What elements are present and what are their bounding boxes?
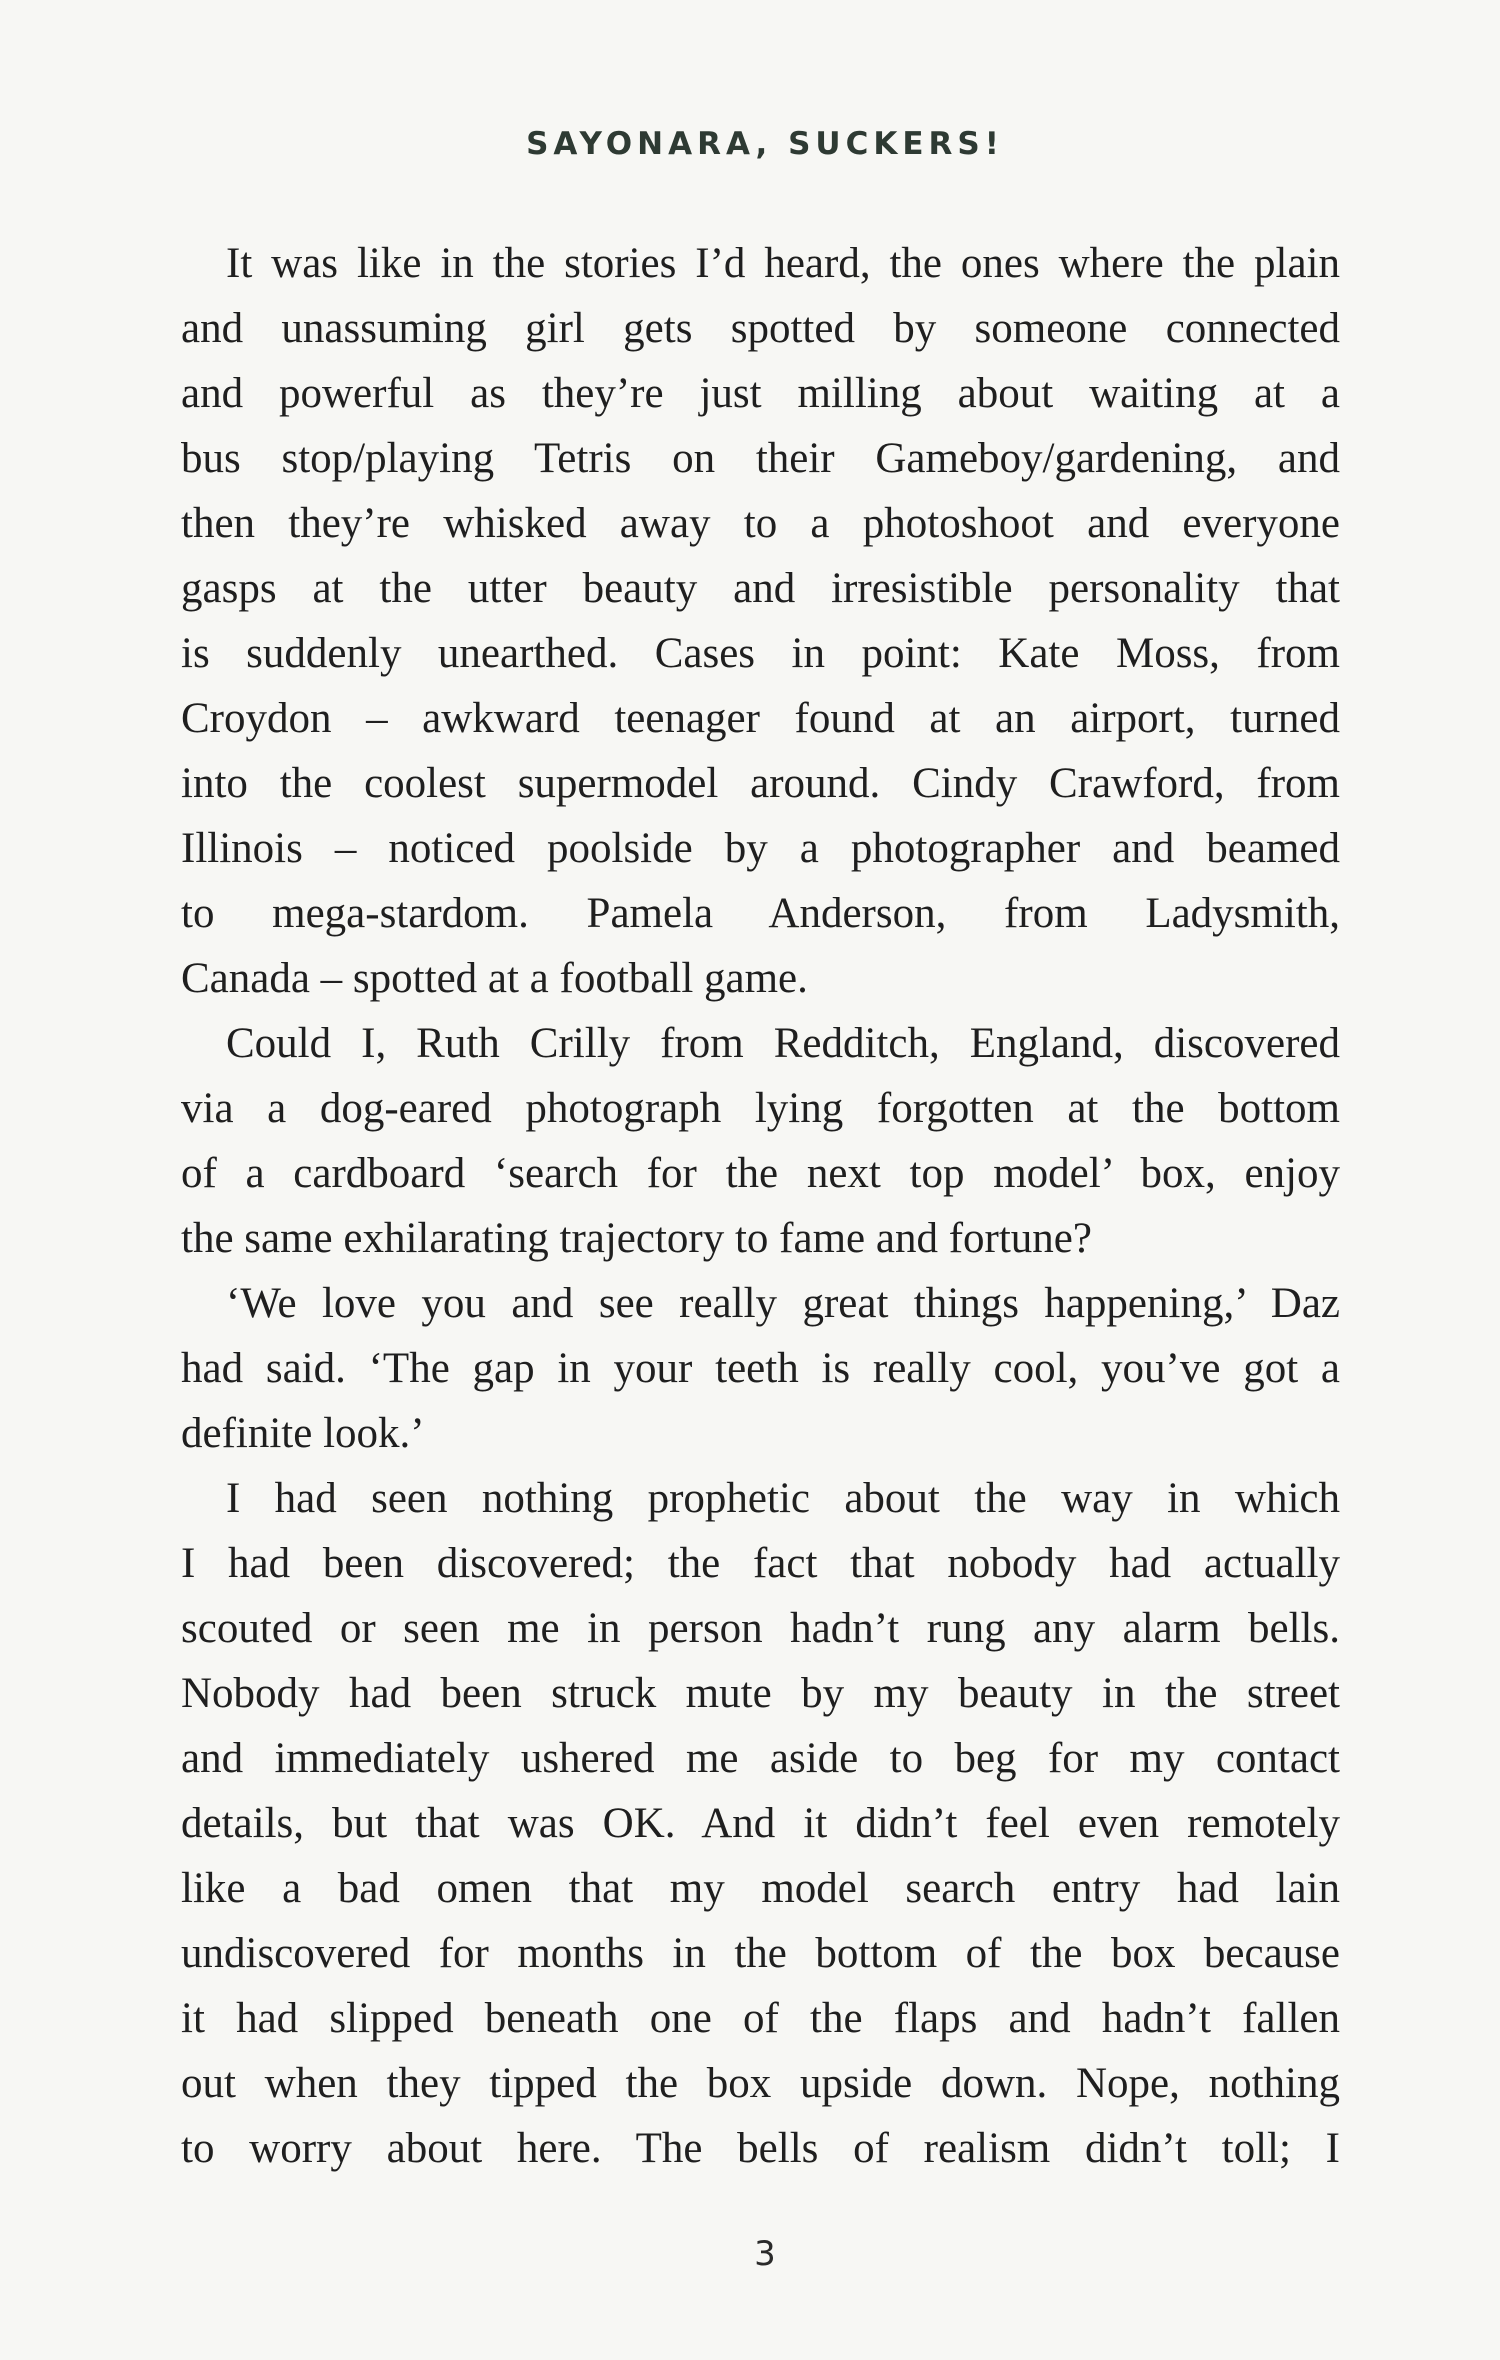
text-line: via a dog-eared photograph lying forgotten at the bottom xyxy=(181,1085,1340,1132)
text-line: is suddenly unearthed. Cases in point: Kate Moss, from xyxy=(181,630,1340,677)
text-line: and immediately ushered me aside to beg for my contact xyxy=(181,1735,1340,1782)
text-line: Canada – spotted at a football game. xyxy=(181,955,808,1002)
text-line: definite look.’ xyxy=(181,1410,425,1457)
text-line: I had seen nothing prophetic about the way in which xyxy=(226,1475,1340,1522)
text-line: and powerful as they’re just milling about waiting at a xyxy=(181,370,1340,417)
text-line: to mega-stardom. Pamela Anderson, from Ladysmith, xyxy=(181,890,1340,937)
text-line: bus stop/playing Tetris on their Gameboy/gardening, and xyxy=(181,435,1340,482)
running-head: SAYONARA, SUCKERS! xyxy=(526,126,1004,162)
text-line: Illinois – noticed poolside by a photographer and beamed xyxy=(181,825,1340,872)
text-line: ‘We love you and see really great things happening,’ Daz xyxy=(226,1280,1340,1327)
text-line: like a bad omen that my model search entry had lain xyxy=(181,1865,1340,1912)
text-line: had said. ‘The gap in your teeth is really cool, you’ve got a xyxy=(181,1345,1340,1392)
text-line: Nobody had been struck mute by my beauty in the street xyxy=(181,1670,1340,1717)
text-line: of a cardboard ‘search for the next top model’ box, enjoy xyxy=(181,1150,1340,1197)
text-line: and unassuming girl gets spotted by someone connected xyxy=(181,305,1340,352)
text-line: Croydon – awkward teenager found at an airport, turned xyxy=(181,695,1340,742)
text-line: It was like in the stories I’d heard, the ones where the plain xyxy=(226,240,1340,287)
text-line: details, but that was OK. And it didn’t feel even remotely xyxy=(181,1800,1340,1847)
text-line: the same exhilarating trajectory to fame and fortune? xyxy=(181,1215,1092,1262)
text-line: Could I, Ruth Crilly from Redditch, England, discovered xyxy=(226,1020,1340,1067)
text-line: scouted or seen me in person hadn’t rung any alarm bells. xyxy=(181,1605,1340,1652)
body-text xyxy=(181,231,1340,2181)
text-line: then they’re whisked away to a photoshoot and everyone xyxy=(181,500,1340,547)
text-line: out when they tipped the box upside down. Nope, nothing xyxy=(181,2060,1340,2107)
text-line: into the coolest supermodel around. Cindy Crawford, from xyxy=(181,760,1340,807)
text-line: I had been discovered; the fact that nobody had actually xyxy=(181,1540,1340,1587)
page-number: 3 xyxy=(754,2234,776,2274)
text-line: undiscovered for months in the bottom of the box because xyxy=(181,1930,1340,1977)
text-line: gasps at the utter beauty and irresistible personality that xyxy=(181,565,1340,612)
text-line: it had slipped beneath one of the flaps and hadn’t fallen xyxy=(181,1995,1340,2042)
text-line: to worry about here. The bells of realism didn’t toll; I xyxy=(181,2125,1340,2172)
